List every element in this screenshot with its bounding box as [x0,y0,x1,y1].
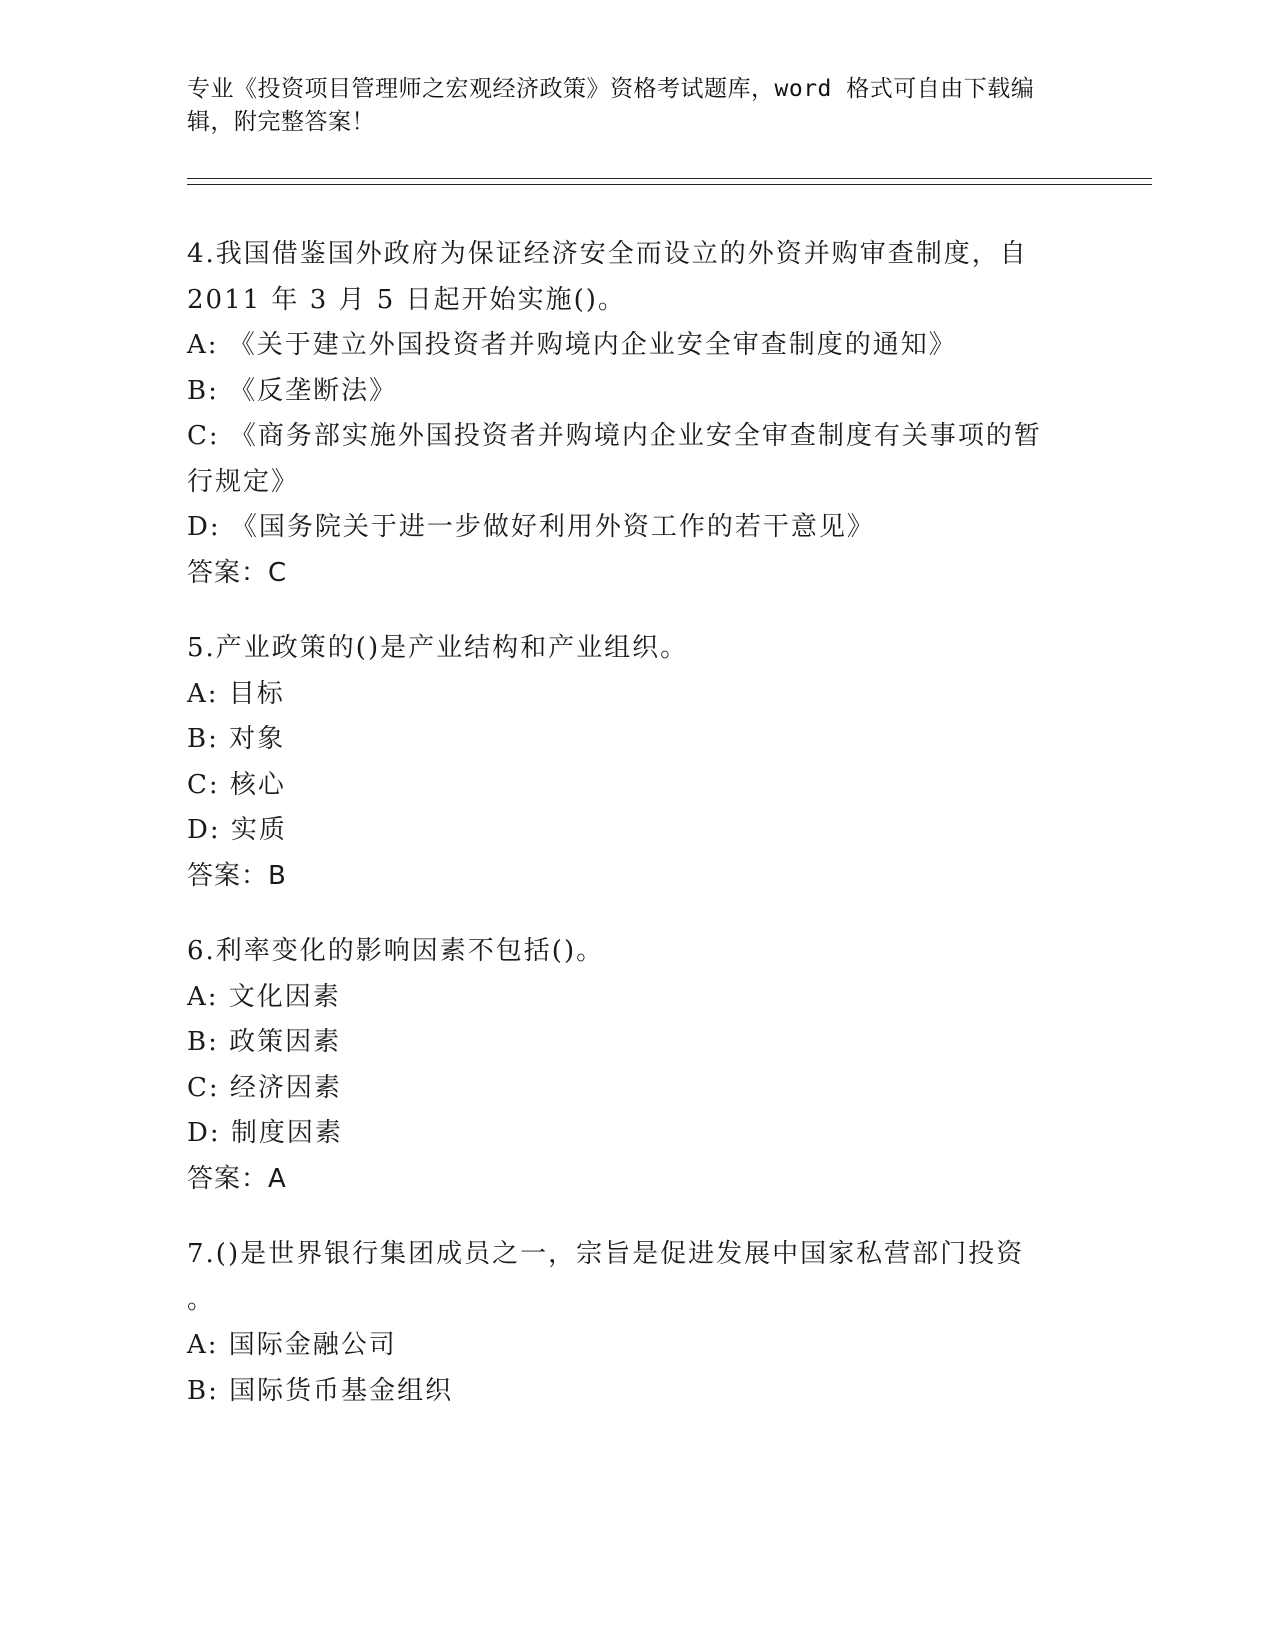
answer-option: B: 政策因素 [187,1027,342,1057]
question-stem: 。 [187,1284,216,1315]
document-header [187,73,1067,139]
answer-key: 答案：A [187,1163,287,1194]
answer-option: C: 核心 [187,769,286,800]
answer-option: C: 经济因素 [187,1072,342,1103]
answer-option: A: 文化因素 [187,981,341,1012]
question-stem: 7.()是世界银行集团成员之一，宗旨是促进发展中国家私营部门投资 [187,1239,1025,1269]
question-block [187,626,1077,899]
question-block [187,1232,1077,1414]
answer-option: D: 实质 [187,815,287,845]
answer-option: 行规定》 [187,466,300,497]
header-line: 专业《投资项目管理师之宏观经济政策》资格考试题库，word 格式可自由下载编 [187,76,1035,102]
answer-option: A: 国际金融公司 [187,1330,397,1360]
question-stem: 5.产业政策的()是产业结构和产业组织。 [187,633,689,663]
question-block [187,232,1077,596]
answer-key: 答案：C [187,557,288,588]
answer-option: D: 制度因素 [187,1118,343,1148]
answer-option: D: 《国务院关于进一步做好利用外资工作的若干意见》 [187,512,875,542]
header-line: 辑，附完整答案！ [187,109,375,135]
question-stem: 2011 年 3 月 5 日起开始实施()。 [187,284,626,315]
question-block [187,929,1077,1202]
question-stem: 6.利率变化的影响因素不包括()。 [187,936,605,966]
answer-option: A: 《关于建立外国投资者并购境内企业安全审查制度的通知》 [187,330,957,360]
question-stem: 4.我国借鉴国外政府为保证经济安全而设立的外资并购审查制度，自 [187,239,1028,269]
answer-option: B: 国际货币基金组织 [187,1375,454,1406]
answer-option: C: 《商务部实施外国投资者并购境内企业安全审查制度有关事项的暂 [187,421,1042,451]
header-divider [187,184,1152,185]
header-divider [187,178,1152,179]
question-list [187,232,1077,1444]
answer-option: A: 目标 [187,678,285,709]
answer-key: 答案：B [187,860,287,891]
answer-option: B: 对象 [187,724,286,754]
answer-option: B: 《反垄断法》 [187,375,398,406]
